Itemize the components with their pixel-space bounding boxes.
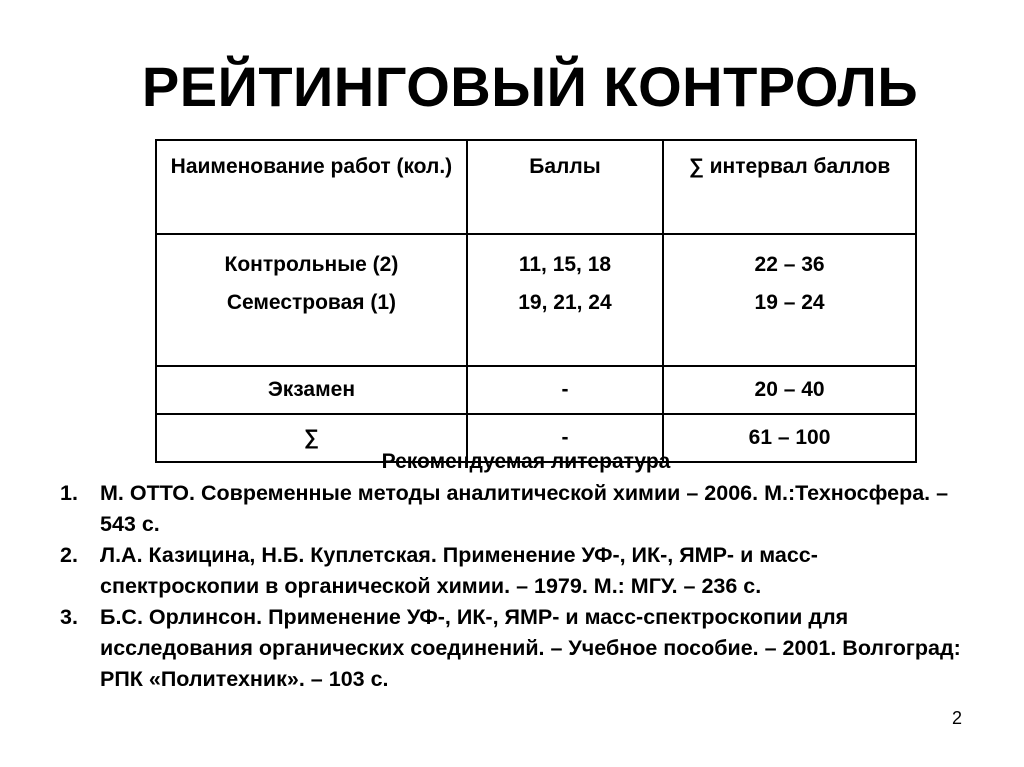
table-row — [156, 366, 916, 414]
literature-heading: Рекомендуемая литература — [381, 450, 671, 473]
cell-name — [156, 234, 467, 366]
cell-points: - — [467, 366, 663, 414]
cell-line: 19, 21, 24 — [518, 291, 612, 314]
column-header-points: Баллы — [467, 140, 663, 234]
cell-line: Контрольные (2) — [224, 253, 399, 276]
cell-points — [467, 234, 663, 366]
cell-line: 19 – 24 — [754, 291, 825, 314]
list-item-text: Б.С. Орлинсон. Применение УФ-, ИК-, ЯМР- и масс-спектроскопии для исследования органических соединений. – Учебное пособие. – 2001. Волгоград: РПК «Политехник». – 103 с. — [100, 605, 961, 691]
page-title: РЕЙТИНГОВЫЙ КОНТРОЛЬ — [141, 55, 919, 118]
cell-line: Семестровая (1) — [226, 291, 397, 314]
cell-line: 22 – 36 — [754, 253, 825, 276]
cell-line: 11, 15, 18 — [518, 253, 612, 276]
page-number: 2 — [952, 708, 963, 728]
cell-name: Экзамен — [156, 366, 467, 414]
column-header-name: Наименование работ (кол.) — [156, 140, 467, 234]
cell-points: - — [467, 414, 663, 462]
column-header-interval: ∑ интервал баллов — [663, 140, 916, 234]
list-item-number: 2. — [60, 543, 78, 567]
cell-interval: 20 – 40 — [663, 366, 916, 414]
table-header-row — [156, 140, 916, 234]
list-item — [60, 602, 970, 695]
rating-table — [155, 139, 917, 463]
cell-interval: 61 – 100 — [663, 414, 916, 462]
list-item-number: 1. — [60, 481, 78, 505]
literature-list — [60, 478, 970, 695]
list-item-number: 3. — [60, 605, 78, 629]
list-item — [60, 540, 970, 602]
list-item-text: М. ОТТО. Современные методы аналитической химии – 2006. М.:Техносфера. – 543 с. — [100, 481, 949, 536]
table-row — [156, 234, 916, 366]
cell-interval — [663, 234, 916, 366]
list-item-text: Л.А. Казицина, Н.Б. Куплетская. Применение УФ-, ИК-, ЯМР- и масс-спектроскопии в органической химии. – 1979. М.: МГУ. – 236 с. — [100, 543, 818, 598]
cell-name: ∑ — [156, 414, 467, 462]
list-item — [60, 478, 970, 540]
